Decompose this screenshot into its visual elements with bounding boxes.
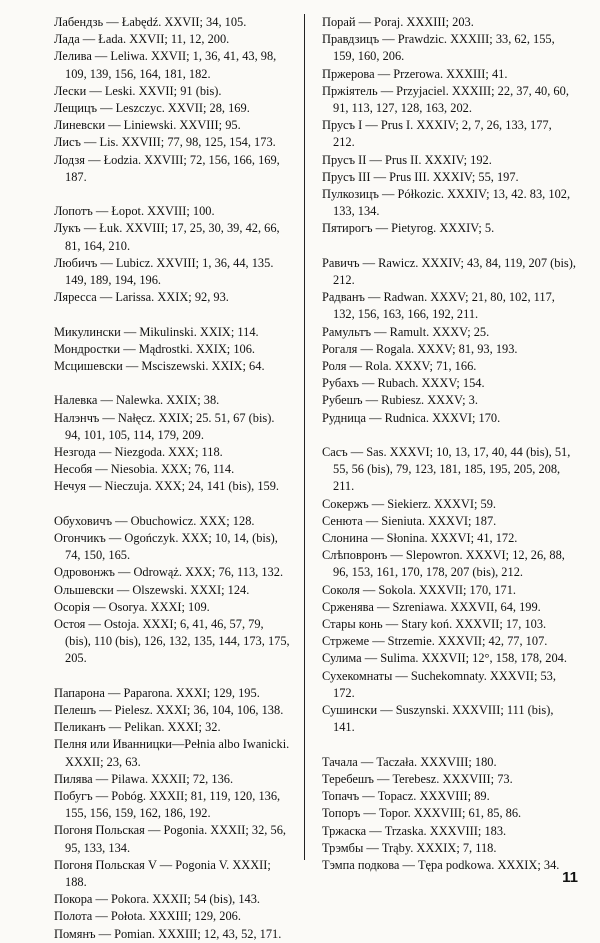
index-column-right bbox=[322, 14, 576, 874]
index-entry: Лелива — Leliwa. XXVII; 1, 36, 41, 43, 98, 109, 139, 156, 164, 181, 182. bbox=[54, 49, 277, 81]
index-entry: Равичъ — Rawicz. XXXIV; 43, 84, 119, 207 (bis), 212. bbox=[322, 255, 576, 288]
index-entry: Слѣповронъ — Slepowron. XXXVI; 12, 26, 88, 96, 153, 161, 170, 178, 207 (bis), 212. bbox=[322, 548, 565, 580]
index-entry: Пржіятель — Przyjaciel. XXXIII; 22, 37, 40, 60, 91, 113, 127, 128, 163, 202. bbox=[322, 83, 569, 116]
index-entry: Мондростки — Mądrostki. XXIX; 106. bbox=[54, 341, 256, 356]
index-entry: Срженява — Szreniawa. XXXVII, 64, 199. bbox=[322, 599, 541, 614]
index-entry: Пелня или Иванницки—Pełnia albo Iwanicki. XXXII; 23, 63. bbox=[54, 737, 290, 769]
section-gap bbox=[54, 306, 290, 323]
index-entry: Огончикъ — Ogończyk. XXX; 10, 14, (bis), 74, 150, 165. bbox=[54, 531, 278, 563]
index-entry: Прусъ I — Prus I. XXXIV; 2, 7, 26, 133, 177, 212. bbox=[322, 118, 552, 150]
index-entry: Пилява — Pilawa. XXXII; 72, 136. bbox=[54, 771, 234, 786]
index-entry: Рубахъ — Rubach. XXXV; 154. bbox=[322, 376, 485, 391]
index-entry: Помянъ — Pomian. XXXIII; 12, 43, 52, 171. bbox=[54, 926, 282, 941]
index-entry: Побугъ — Pobóg. XXXII; 81, 119, 120, 136, 155, 156, 159, 162, 186, 192. bbox=[54, 789, 281, 821]
section-gap bbox=[54, 496, 290, 513]
index-entry: Пулкозицъ — Półkozic. XXXIV; 13, 42. 83, 102, 133, 134. bbox=[322, 187, 571, 219]
index-entry: Рогаля — Rogala. XXXV; 81, 93, 193. bbox=[322, 341, 518, 356]
index-entry: Сенюта — Sieniuta. XXXVI; 187. bbox=[322, 513, 497, 528]
index-entry: Пржерова — Przerowa. XXXIII; 41. bbox=[322, 66, 508, 81]
index-column-left bbox=[54, 14, 290, 943]
index-entry: Лукъ — Łuk. XXVIII; 17, 25, 30, 39, 42, 66, 81, 164, 210. bbox=[54, 221, 280, 253]
index-entry: Сухекомнаты — Suchekomnaty. XXXVII; 53, 172. bbox=[322, 668, 556, 700]
section-gap bbox=[322, 427, 576, 444]
index-entry: Папарона — Paparona. XXXI; 129, 195. bbox=[54, 685, 260, 700]
index-entry: Любичъ — Lubicz. XXVIII; 1, 36, 44, 135. 149, 189, 194, 196. bbox=[54, 255, 274, 288]
section-gap bbox=[54, 186, 290, 203]
index-entry: Покора — Pokora. XXXII; 54 (bis), 143. bbox=[54, 892, 261, 907]
index-entry: Стары конь — Stary koń. XXXVII; 17, 103. bbox=[322, 617, 547, 632]
index-entry: Сасъ — Sas. XXXVI; 10, 13, 17, 40, 44 (bis), 51, 55, 56 (bis), 79, 123, 181, 185, 195, 205, 208, 211. bbox=[322, 445, 571, 494]
index-entry: Роля — Rola. XXXV; 71, 166. bbox=[322, 359, 477, 374]
index-entry: Пеликанъ — Pelikan. XXXI; 32. bbox=[54, 720, 221, 735]
column-divider bbox=[304, 14, 305, 860]
index-entry: Правдзицъ — Prawdzic. XXXIII; 33, 62, 155, 159, 160, 206. bbox=[322, 32, 555, 64]
section-gap bbox=[54, 668, 290, 685]
index-entry: Тачала — Taczała. XXXVIII; 180. bbox=[322, 754, 497, 769]
index-entry: Нечуя — Nieczuja. XXX; 24, 141 (bis), 159. bbox=[54, 479, 280, 494]
index-entry: Топоръ — Topor. XXXVIII; 61, 85, 86. bbox=[322, 806, 522, 821]
index-entry: Стржеме — Strzemie. XXXVII; 42, 77, 107. bbox=[322, 634, 548, 649]
index-entry: Рубешъ — Rubiesz. XXXV; 3. bbox=[322, 393, 478, 408]
section-gap bbox=[322, 238, 576, 255]
index-entry: Тэмпа подкова — Tępa podkowa. XXXIX; 34. bbox=[322, 857, 560, 872]
index-entry: Теребешъ — Terebesz. XXXVIII; 73. bbox=[322, 771, 513, 786]
index-entry: Сулима — Sulima. XXXVII; 12°, 158, 178, 204. bbox=[322, 651, 567, 666]
index-entry: Ляресса — Larissa. XXIX; 92, 93. bbox=[54, 290, 229, 305]
section-gap bbox=[322, 737, 576, 754]
index-entry: Осорія — Osorya. XXXI; 109. bbox=[54, 599, 210, 614]
index-entry: Рудница — Rudnica. XXXVI; 170. bbox=[322, 410, 501, 425]
index-entry: Лисъ — Lis. XXVIII; 77, 98, 125, 154, 173. bbox=[54, 135, 276, 150]
page-number: 11 bbox=[562, 869, 578, 886]
index-entry: Погоня Польская V — Pogonia V. XXXII; 188. bbox=[54, 857, 271, 890]
index-entry: Несобя — Niesobia. XXX; 76, 114. bbox=[54, 462, 235, 477]
index-entry: Одровонжъ — Odrowąż. XXX; 76, 113, 132. bbox=[54, 565, 284, 580]
index-entry: Незгода — Niezgoda. XXX; 118. bbox=[54, 445, 223, 460]
index-entry: Линевски — Liniewski. XXVIII; 95. bbox=[54, 118, 241, 133]
index-entry: Микулински — Mikulinski. XXIX; 114. bbox=[54, 324, 259, 339]
index-entry: Порай — Poraj. XXXIII; 203. bbox=[322, 15, 474, 29]
index-entry: Налэнчъ — Nałęcz. XXIX; 25. 51, 67 (bis). 94, 101, 105, 114, 179, 209. bbox=[54, 410, 275, 442]
index-entry: Пелешъ — Pielesz. XXXI; 36, 104, 106, 138. bbox=[54, 703, 284, 718]
index-entry: Пятирогъ — Pietyrog. XXXIV; 5. bbox=[322, 221, 495, 236]
index-entry: Сокержъ — Siekierz. XXXVI; 59. bbox=[322, 496, 496, 511]
index-entry: Лодзя — Łodzia. XXVIII; 72, 156, 166, 169, 187. bbox=[54, 152, 280, 184]
index-entry: Сушински — Suszynski. XXXVIII; 111 (bis), 141. bbox=[322, 703, 554, 735]
index-entry: Обуховичъ — Obuchowicz. XXX; 128. bbox=[54, 513, 255, 528]
index-entry: Прусъ II — Prus II. XXXIV; 192. bbox=[322, 152, 492, 167]
index-entry: Слонина — Słonina. XXXVI; 41, 172. bbox=[322, 531, 518, 546]
index-entry: Остоя — Ostoja. XXXI; 6, 41, 46, 57, 79, (bis), 110 (bis), 126, 132, 135, 144, 173, 175, 205. bbox=[54, 617, 290, 666]
index-entry: Трэмбы — Trąby. XXXIX; 7, 118. bbox=[322, 840, 497, 855]
index-entry: Радванъ — Radwan. XXXV; 21, 80, 102, 117, 132, 156, 163, 166, 192, 211. bbox=[322, 290, 555, 322]
section-gap bbox=[54, 375, 290, 392]
index-entry: Лада — Łada. XXVII; 11, 12, 200. bbox=[54, 32, 230, 47]
index-entry: Погоня Польская — Pogonia. XXXII; 32, 56, 95, 133, 134. bbox=[54, 823, 286, 855]
index-entry: Прусъ III — Prus III. XXXIV; 55, 197. bbox=[322, 169, 519, 184]
index-entry: Рамультъ — Ramult. XXXV; 25. bbox=[322, 324, 490, 339]
index-entry: Мсцишевски — Msciszewski. XXIX; 64. bbox=[54, 359, 265, 374]
index-entry: Полота — Połota. XXXIII; 129, 206. bbox=[54, 909, 241, 924]
index-entry: Тржаска — Trzaska. XXXVIII; 183. bbox=[322, 823, 507, 838]
index-entry: Ольшевски — Olszewski. XXXI; 124. bbox=[54, 582, 250, 597]
index-entry: Налевка — Nalewka. XXIX; 38. bbox=[54, 393, 220, 408]
index-entry: Лещицъ — Leszczyc. XXVII; 28, 169. bbox=[54, 101, 250, 116]
index-entry: Соколя — Sokola. XXXVII; 170, 171. bbox=[322, 582, 517, 597]
index-entry: Лески — Leski. XXVII; 91 (bis). bbox=[54, 83, 222, 98]
index-entry: Лопотъ — Łopot. XXVIII; 100. bbox=[54, 204, 215, 219]
index-entry: Лабендзь — Łabędź. XXVII; 34, 105. bbox=[54, 15, 247, 29]
index-entry: Топачъ — Topacz. XXXVIII; 89. bbox=[322, 789, 490, 804]
